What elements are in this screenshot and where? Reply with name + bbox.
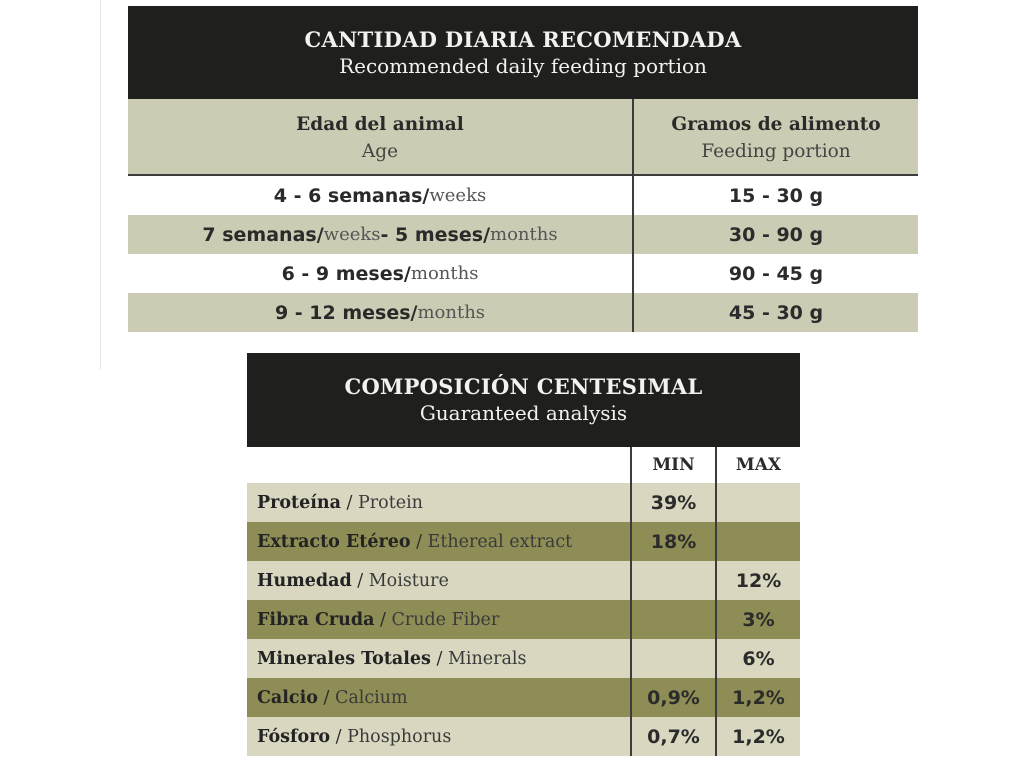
age-header-en: Age xyxy=(361,141,399,162)
table-row xyxy=(247,678,800,717)
table-row xyxy=(247,717,800,756)
age-cell-en: weeks xyxy=(429,185,487,206)
table-row xyxy=(128,215,918,254)
nutrient-en: Protein xyxy=(358,492,423,513)
max-cell xyxy=(715,483,800,522)
portion-cell: 90 - 45 g xyxy=(728,262,824,285)
analysis-table-header xyxy=(247,353,800,447)
age-cell-es: 7 semanas xyxy=(202,223,317,246)
nutrient-es: Proteína xyxy=(257,492,341,513)
nutrient-es: Humedad xyxy=(257,570,352,591)
nutrient-en: Ethereal extract xyxy=(427,531,573,552)
max-cell: 6% xyxy=(715,639,800,678)
age-cell-es: 4 - 6 semanas xyxy=(273,184,423,207)
page-edge-line xyxy=(100,0,101,370)
feeding-column-headers xyxy=(128,99,918,176)
table-row xyxy=(128,176,918,215)
analysis-title-en: Guaranteed analysis xyxy=(419,401,628,425)
portion-cell: 30 - 90 g xyxy=(728,223,824,246)
table-row xyxy=(128,254,918,293)
table-row xyxy=(247,600,800,639)
nutrient-cell: Proteína / Protein xyxy=(257,492,423,513)
nutrient-es: Fibra Cruda xyxy=(257,609,375,630)
analysis-column-headers xyxy=(247,447,800,483)
nutrient-header-blank xyxy=(247,447,630,483)
nutrient-en: Minerals xyxy=(447,648,527,669)
age-cell xyxy=(128,293,634,332)
age-cell xyxy=(128,254,634,293)
age-cell-en-2: months xyxy=(490,224,558,245)
min-cell: 0,7% xyxy=(630,717,715,756)
feeding-table xyxy=(128,6,918,332)
feeding-table-body xyxy=(128,176,918,332)
analysis-title-es: COMPOSICIÓN CENTESIMAL xyxy=(344,374,703,399)
max-cell: 1,2% xyxy=(715,678,800,717)
age-cell xyxy=(128,215,634,254)
nutrient-es: Fósforo xyxy=(257,726,331,747)
nutrient-en: Calcium xyxy=(334,687,408,708)
portion-cell: 15 - 30 g xyxy=(728,184,824,207)
table-row xyxy=(247,522,800,561)
age-cell-en: months xyxy=(410,263,479,284)
nutrient-en: Crude Fiber xyxy=(391,609,500,630)
nutrient-es: Extracto Etéreo xyxy=(257,531,411,552)
min-cell xyxy=(630,600,715,639)
separator: / xyxy=(422,184,430,207)
nutrient-cell: Extracto Etéreo / Ethereal extract xyxy=(257,531,573,552)
min-cell xyxy=(630,561,715,600)
age-cell-en: weeks xyxy=(323,224,381,245)
separator: / xyxy=(316,223,324,246)
max-cell xyxy=(715,522,800,561)
max-cell: 1,2% xyxy=(715,717,800,756)
min-cell: 0,9% xyxy=(630,678,715,717)
age-cell xyxy=(128,176,634,215)
nutrient-es: Calcio xyxy=(257,687,318,708)
min-cell xyxy=(630,639,715,678)
portion-header-es: Gramos de alimento xyxy=(671,114,881,135)
table-row xyxy=(128,293,918,332)
table-row xyxy=(247,639,800,678)
separator: / xyxy=(483,223,491,246)
portion-header-en: Feeding portion xyxy=(701,141,851,162)
table-row xyxy=(247,561,800,600)
age-cell-es-2: - 5 meses xyxy=(380,223,484,246)
max-cell: 12% xyxy=(715,561,800,600)
age-cell-en: months xyxy=(417,302,486,323)
separator: / xyxy=(403,262,411,285)
min-header: MIN xyxy=(630,447,715,483)
feeding-title-en: Recommended daily feeding portion xyxy=(339,54,707,78)
min-cell: 39% xyxy=(630,483,715,522)
nutrient-cell: Humedad / Moisture xyxy=(257,570,449,591)
min-cell: 18% xyxy=(630,522,715,561)
nutrient-es: Minerales Totales xyxy=(257,648,431,669)
age-cell-es: 6 - 9 meses xyxy=(281,262,404,285)
max-header: MAX xyxy=(715,447,800,483)
age-header-es: Edad del animal xyxy=(296,114,464,135)
max-cell: 3% xyxy=(715,600,800,639)
portion-column-header xyxy=(634,99,918,174)
nutrient-cell: Calcio / Calcium xyxy=(257,687,408,708)
portion-cell: 45 - 30 g xyxy=(728,301,824,324)
nutrient-cell: Fibra Cruda / Crude Fiber xyxy=(257,609,500,630)
nutrient-cell: Minerales Totales / Minerals xyxy=(257,648,527,669)
table-row xyxy=(247,483,800,522)
analysis-table xyxy=(247,353,800,756)
nutrient-en: Phosphorus xyxy=(347,726,452,747)
feeding-title-es: CANTIDAD DIARIA RECOMENDADA xyxy=(304,27,742,52)
age-column-header xyxy=(128,99,634,174)
feeding-table-header xyxy=(128,6,918,99)
age-cell-es: 9 - 12 meses xyxy=(274,301,411,324)
nutrient-en: Moisture xyxy=(368,570,449,591)
separator: / xyxy=(410,301,418,324)
nutrient-cell: Fósforo / Phosphorus xyxy=(257,726,452,747)
